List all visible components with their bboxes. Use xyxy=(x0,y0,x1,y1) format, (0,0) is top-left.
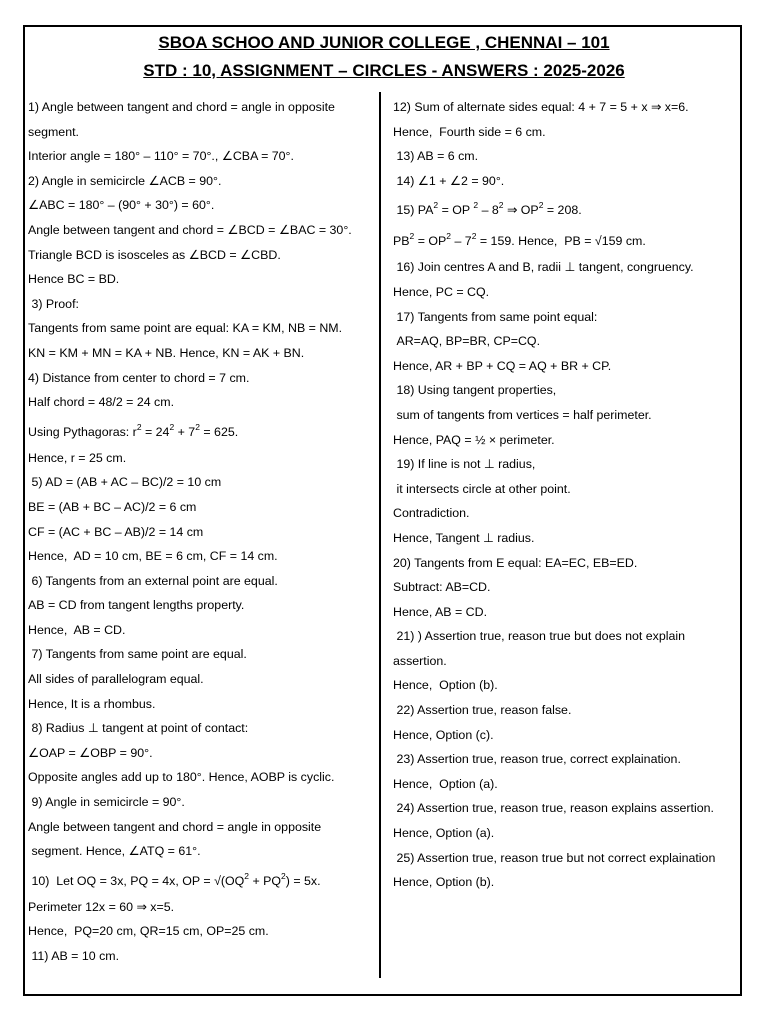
answer-line xyxy=(28,815,374,840)
answer-text: 25) Assertion true, reason true but not correct explaination xyxy=(393,850,716,865)
answer-text: – 8 xyxy=(478,203,499,218)
column-divider xyxy=(379,92,381,978)
answer-line xyxy=(393,354,738,379)
answer-line xyxy=(28,446,374,471)
answer-text: Hence, Option (a). xyxy=(393,776,498,791)
answer-text: Hence, Option (b). xyxy=(393,678,498,693)
answer-line xyxy=(28,520,374,545)
answer-text: Subtract: AB=CD. xyxy=(393,580,491,595)
answer-text: + PQ xyxy=(249,873,282,888)
answer-line xyxy=(393,698,738,723)
answer-line xyxy=(28,292,374,317)
answer-text: ⇒ OP xyxy=(503,203,539,218)
answer-text: Using Pythagoras: r xyxy=(28,424,137,439)
answer-text: Hence BC = BD. xyxy=(28,272,120,287)
answer-line xyxy=(28,790,374,815)
answer-line xyxy=(393,723,738,748)
answer-line xyxy=(393,95,738,120)
superscript: 2 xyxy=(473,200,479,211)
answer-line xyxy=(393,747,738,772)
answer-text: – 7 xyxy=(451,234,472,249)
superscript: 2 xyxy=(281,870,286,881)
answer-text: Hence, AR + BP + CQ = AQ + BR + CP. xyxy=(393,358,612,373)
answer-text: 21) ) Assertion true, reason true but does not explain xyxy=(393,629,686,644)
answer-line xyxy=(28,864,374,895)
answer-text: Hence, PAQ = ½ × perimeter. xyxy=(393,432,555,447)
answer-line xyxy=(28,390,374,415)
answer-text: 16) Join centres A and B, radii ⊥ tangent, congruency. xyxy=(393,260,694,275)
answer-line xyxy=(28,944,374,969)
answer-line xyxy=(393,526,738,551)
answer-line xyxy=(28,341,374,366)
answer-line xyxy=(393,600,738,625)
answer-line xyxy=(28,919,374,944)
answer-line xyxy=(28,593,374,618)
answer-text: Hence, r = 25 cm. xyxy=(28,450,127,465)
answer-line xyxy=(393,870,738,895)
answer-text: 15) PA xyxy=(393,203,434,218)
superscript: 2 xyxy=(169,421,175,432)
answer-text: 10) Let OQ = 3x, PQ = 4x, OP = √(OQ xyxy=(28,873,245,888)
answer-text: Opposite angles add up to 180°. Hence, AOBP is cyclic. xyxy=(28,770,335,785)
answer-text: 17) Tangents from same point equal: xyxy=(393,309,598,324)
answer-line xyxy=(28,316,374,341)
assignment-title: STD : 10, ASSIGNMENT – CIRCLES - ANSWERS : 2025-2026 xyxy=(143,61,625,80)
answer-text: 14) ∠1 + ∠2 = 90°. xyxy=(393,173,505,188)
superscript: 2 xyxy=(244,870,250,881)
answer-line xyxy=(28,243,374,268)
answer-line xyxy=(28,218,374,243)
answer-text: Angle between tangent and chord = ∠BCD = ∠BAC = 30°. xyxy=(28,222,352,237)
answer-line xyxy=(393,551,738,576)
right-answer-column xyxy=(393,95,738,895)
answer-text: PB xyxy=(393,234,410,249)
answer-text: Hence, AB = CD. xyxy=(393,604,488,619)
answer-line xyxy=(28,667,374,692)
answer-line xyxy=(393,224,738,255)
answer-line xyxy=(393,169,738,194)
answer-text: 24) Assertion true, reason true, reason explains assertion. xyxy=(393,801,714,816)
answer-text: AR=AQ, BP=BR, CP=CQ. xyxy=(393,334,541,349)
answer-text: 1) Angle between tangent and chord = angle in opposite xyxy=(28,100,335,114)
answer-line xyxy=(393,772,738,797)
answer-text: = OP xyxy=(414,234,447,249)
answer-text: = 208. xyxy=(543,203,582,218)
superscript: 2 xyxy=(136,421,142,432)
school-title: SBOA SCHOO AND JUNIOR COLLEGE , CHENNAI – 101 xyxy=(158,33,610,52)
answer-line xyxy=(28,120,374,145)
answer-text: 2) Angle in semicircle ∠ACB = 90°. xyxy=(28,173,222,188)
answer-text: Contradiction. xyxy=(393,506,470,521)
superscript: 2 xyxy=(471,231,477,242)
answer-text: Hence, It is a rhombus. xyxy=(28,696,156,711)
answer-line xyxy=(393,821,738,846)
answer-text: CF = (AC + BC – AB)/2 = 14 cm xyxy=(28,524,204,539)
answer-line xyxy=(393,624,738,649)
answer-text: AB = CD from tangent lengths property. xyxy=(28,598,245,613)
answer-line xyxy=(28,95,374,120)
answer-text: 19) If line is not ⊥ radius, xyxy=(393,457,536,472)
answer-text: Hence, Fourth side = 6 cm. xyxy=(393,124,546,139)
answer-text: All sides of parallelogram equal. xyxy=(28,672,204,687)
answer-line xyxy=(28,839,374,864)
answer-line xyxy=(393,403,738,428)
answer-text: Angle between tangent and chord = angle in opposite xyxy=(28,819,322,834)
answer-line xyxy=(393,144,738,169)
answer-text: = 159. Hence, PB = √159 cm. xyxy=(476,234,646,249)
answer-text: 5) AD = (AB + AC – BC)/2 = 10 cm xyxy=(28,475,222,490)
answer-line xyxy=(28,193,374,218)
answer-line xyxy=(393,280,738,305)
answer-line xyxy=(28,569,374,594)
answer-text: Hence, AD = 10 cm, BE = 6 cm, CF = 14 cm. xyxy=(28,549,278,564)
answer-text: Triangle BCD is isosceles as ∠BCD = ∠CBD. xyxy=(28,247,281,262)
answer-text: segment. xyxy=(28,124,79,139)
answer-line xyxy=(28,267,374,292)
answer-text: 6) Tangents from an external point are equal. xyxy=(28,573,278,588)
answer-text: 20) Tangents from E equal: EA=EC, EB=ED. xyxy=(393,555,638,570)
answer-text: 22) Assertion true, reason false. xyxy=(393,703,572,718)
answer-line xyxy=(28,618,374,643)
superscript: 2 xyxy=(446,231,452,242)
answer-line xyxy=(28,642,374,667)
answer-line xyxy=(393,305,738,330)
answer-text: Hence, Option (a). xyxy=(393,826,495,841)
answer-line xyxy=(28,895,374,920)
answer-text: KN = KM + MN = KA + NB. Hence, KN = AK + BN. xyxy=(28,345,305,360)
answer-text: 8) Radius ⊥ tangent at point of contact: xyxy=(28,721,249,736)
superscript: 2 xyxy=(409,231,415,242)
answer-text: 23) Assertion true, reason true, correct explaination. xyxy=(393,752,681,767)
answer-line xyxy=(28,765,374,790)
answer-text: 13) AB = 6 cm. xyxy=(393,149,479,164)
answer-text: 11) AB = 10 cm. xyxy=(28,949,120,963)
answer-text: ∠ABC = 180° – (90° + 30°) = 60°. xyxy=(28,198,215,213)
answer-text: = 24 xyxy=(141,424,170,439)
answer-line xyxy=(393,501,738,526)
answer-line xyxy=(393,428,738,453)
answer-line xyxy=(393,796,738,821)
answer-line xyxy=(393,649,738,674)
answer-text: assertion. xyxy=(393,653,447,668)
answer-line xyxy=(393,193,738,224)
answer-text: Perimeter 12x = 60 ⇒ x=5. xyxy=(28,899,175,914)
answer-text: 4) Distance from center to chord = 7 cm. xyxy=(28,370,250,385)
answer-text: 3) Proof: xyxy=(28,296,79,311)
answer-line xyxy=(28,144,374,169)
answer-line xyxy=(393,846,738,871)
answer-text: 7) Tangents from same point are equal. xyxy=(28,647,247,662)
answer-text: Hence, AB = CD. xyxy=(28,622,126,637)
answer-text: Hence, Option (c). xyxy=(393,727,494,742)
answer-text: Hence, Option (b). xyxy=(393,875,495,890)
answer-text: ∠OAP = ∠OBP = 90°. xyxy=(28,745,153,760)
superscript: 2 xyxy=(195,421,200,432)
left-answer-column xyxy=(28,95,374,969)
answer-line xyxy=(393,673,738,698)
answer-line xyxy=(28,366,374,391)
answer-text: segment. Hence, ∠ATQ = 61°. xyxy=(28,844,201,859)
answer-line xyxy=(393,120,738,145)
superscript: 2 xyxy=(498,200,504,211)
answer-line xyxy=(393,255,738,280)
answer-text: Interior angle = 180° – 110° = 70°., ∠CBA = 70°. xyxy=(28,149,294,164)
answer-text: Half chord = 48/2 = 24 cm. xyxy=(28,395,175,410)
answer-text: Hence, PC = CQ. xyxy=(393,284,490,299)
answer-text: 9) Angle in semicircle = 90°. xyxy=(28,795,185,810)
answer-text: ) = 5x. xyxy=(285,873,321,888)
answer-line xyxy=(393,378,738,403)
answer-line xyxy=(28,169,374,194)
answer-line xyxy=(393,452,738,477)
answer-text: 18) Using tangent properties, xyxy=(393,383,557,398)
answer-text: sum of tangents from vertices = half perimeter. xyxy=(393,407,652,422)
answer-line xyxy=(28,692,374,717)
answer-line xyxy=(393,329,738,354)
answer-line xyxy=(28,415,374,446)
answer-text: + 7 xyxy=(174,424,196,439)
answer-text: 12) Sum of alternate sides equal: 4 + 7 = 5 + x ⇒ x=6. xyxy=(393,100,689,114)
answer-line xyxy=(393,575,738,600)
answer-line xyxy=(28,716,374,741)
answer-line xyxy=(28,544,374,569)
answer-text: Hence, PQ=20 cm, QR=15 cm, OP=25 cm. xyxy=(28,924,269,939)
answer-text: BE = (AB + BC – AC)/2 = 6 cm xyxy=(28,499,197,514)
answer-text: = 625. xyxy=(199,424,239,439)
answer-text: Tangents from same point are equal: KA = KM, NB = NM. xyxy=(28,321,343,336)
answer-line xyxy=(28,470,374,495)
answer-text: Hence, Tangent ⊥ radius. xyxy=(393,530,535,545)
answer-line xyxy=(28,741,374,766)
answer-line xyxy=(28,495,374,520)
superscript: 2 xyxy=(538,200,544,211)
answer-text: = OP xyxy=(438,203,474,218)
answer-text: it intersects circle at other point. xyxy=(393,481,571,496)
answer-line xyxy=(393,477,738,502)
superscript: 2 xyxy=(433,200,439,211)
